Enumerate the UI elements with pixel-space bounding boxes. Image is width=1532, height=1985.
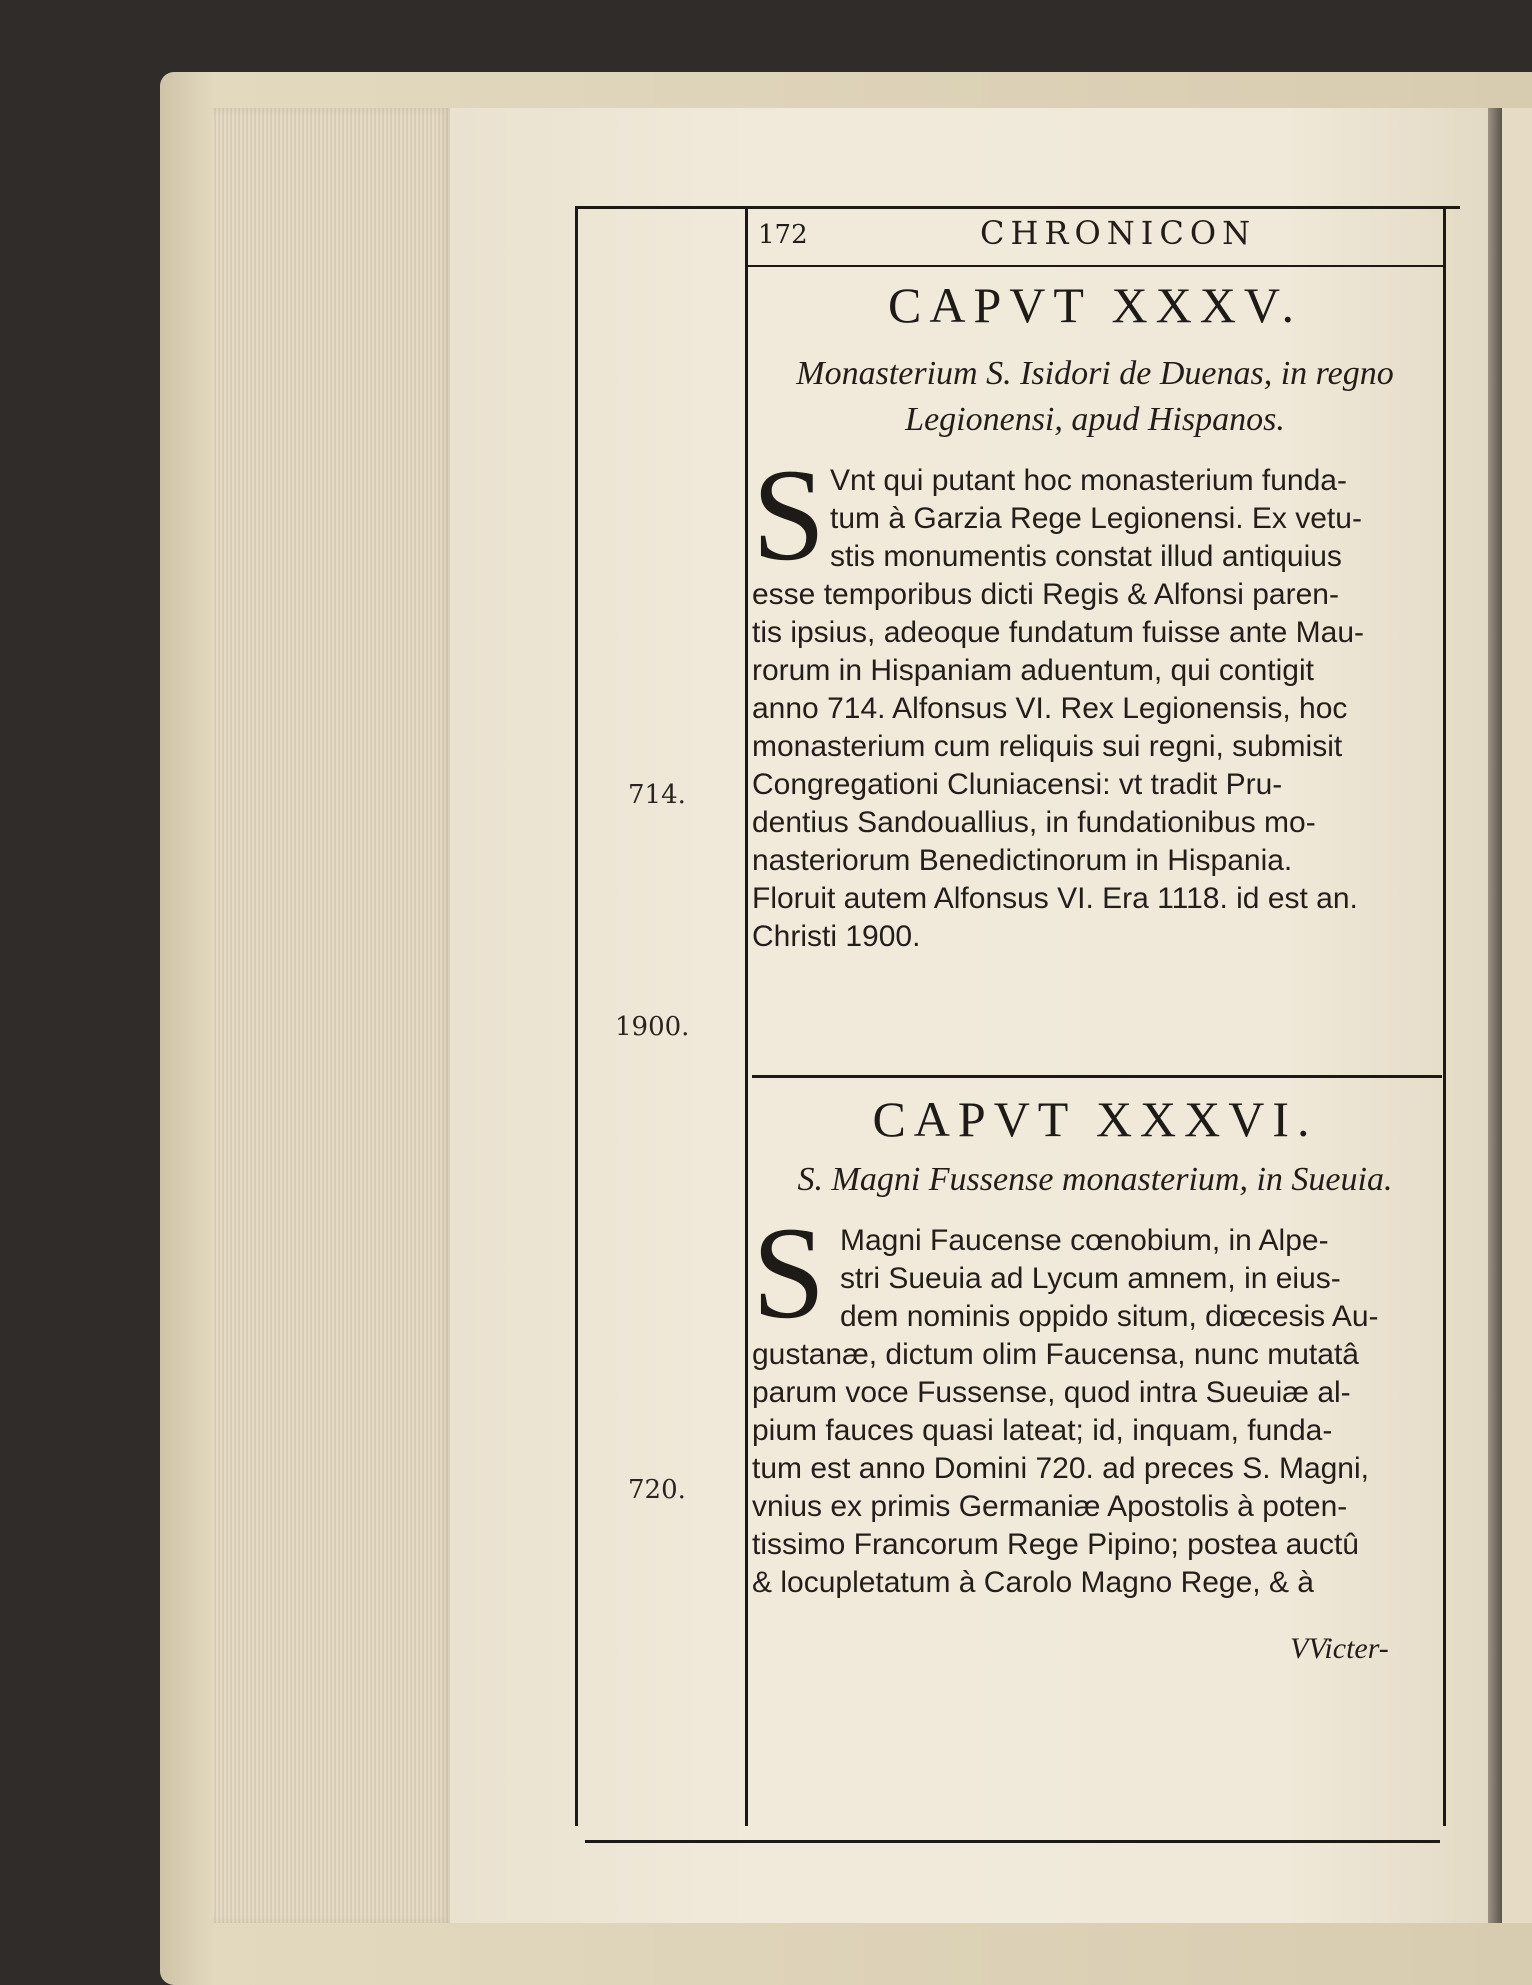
catchword: VVicter- — [1290, 1632, 1389, 1665]
chapter-35-line: anno 714. Alfonsus VI. Rex Legionensis, hoc — [752, 692, 1348, 725]
chapter-36-drop-cap: S — [752, 1199, 826, 1346]
frame-left-outer-rule — [575, 206, 578, 1826]
chapter-35-line: Christi 1900. — [752, 920, 921, 953]
chapter-36-line: parum voce Fussense, quod intra Sueuiæ al- — [752, 1376, 1351, 1409]
chapter-35-line: Congregationi Cluniacensi: vt tradit Pru- — [752, 768, 1283, 801]
chapter-36-line: tum est anno Domini 720. ad preces S. Magni, — [752, 1452, 1369, 1485]
chapter-35-drop-cap: S — [752, 441, 826, 588]
chapter-35-line: dentius Sandouallius, in fundationibus mo- — [752, 806, 1316, 839]
chapter-36-title: CAPVT XXXVI. — [872, 1091, 1318, 1147]
chapter-35-line: tis ipsius, adeoque fundatum fuisse ante Mau- — [752, 616, 1365, 649]
chapter-36-line: vnius ex primis Germaniæ Apostolis à poten- — [752, 1490, 1348, 1523]
page-block-edge — [212, 108, 452, 1923]
chapter-36-line: pium fauces quasi lateat; id, inquam, funda- — [752, 1414, 1333, 1447]
chapter-35-subtitle-line2: Legionensi, apud Hispanos. — [905, 401, 1285, 438]
opposite-page-edge — [1502, 108, 1532, 1923]
chapter-36-line: dem nominis oppido situm, diœcesis Au- — [840, 1300, 1379, 1333]
chapter-separator-rule — [752, 1075, 1442, 1078]
chapter-36-line: gustanæ, dictum olim Faucensa, nunc mutatâ — [752, 1338, 1359, 1371]
chapter-35-line: Floruit autem Alfonsus VI. Era 1118. id est an. — [752, 882, 1358, 915]
chapter-35-line: stis monumentis constat illud antiquius — [830, 540, 1342, 573]
frame-right-rule — [1443, 206, 1446, 1826]
chapter-35-subtitle-line1: Monasterium S. Isidori de Duenas, in regno — [796, 355, 1394, 392]
margin-date-720: 720. — [628, 1475, 686, 1505]
margin-date-714: 714. — [628, 780, 686, 810]
margin-date-1900: 1900. — [615, 1012, 690, 1042]
running-head-title: CHRONICON — [980, 214, 1257, 252]
chapter-35-line: nasteriorum Benedictinorum in Hispania. — [752, 844, 1293, 877]
chapter-36-line: & locupletatum à Carolo Magno Rege, & à — [752, 1566, 1314, 1599]
chapter-36-line: stri Sueuia ad Lycum amnem, in eius- — [840, 1262, 1341, 1295]
chapter-36-line: Magni Faucense cœnobium, in Alpe- — [840, 1224, 1329, 1257]
frame-bottom-rule — [585, 1840, 1440, 1843]
head-underline-rule — [745, 265, 1445, 267]
chapter-35-line: esse temporibus dicti Regis & Alfonsi paren- — [752, 578, 1339, 611]
chapter-36-subtitle: S. Magni Fussense monasterium, in Sueuia. — [797, 1161, 1393, 1198]
chapter-35-line: monasterium cum reliquis sui regni, submisit — [752, 730, 1343, 763]
chapter-35-line: rorum in Hispaniam aduentum, qui contigit — [752, 654, 1314, 687]
frame-top-rule — [575, 206, 1460, 209]
chapter-35-line: Vnt qui putant hoc monasterium funda- — [830, 464, 1347, 497]
page-number: 172 — [758, 220, 808, 250]
frame-left-inner-rule — [745, 206, 748, 1826]
chapter-35-line: tum à Garzia Rege Legionensi. Ex vetu- — [830, 502, 1362, 535]
chapter-36-line: tissimo Francorum Rege Pipino; postea auctû — [752, 1528, 1359, 1561]
chapter-35-title: CAPVT XXXV. — [887, 277, 1302, 333]
